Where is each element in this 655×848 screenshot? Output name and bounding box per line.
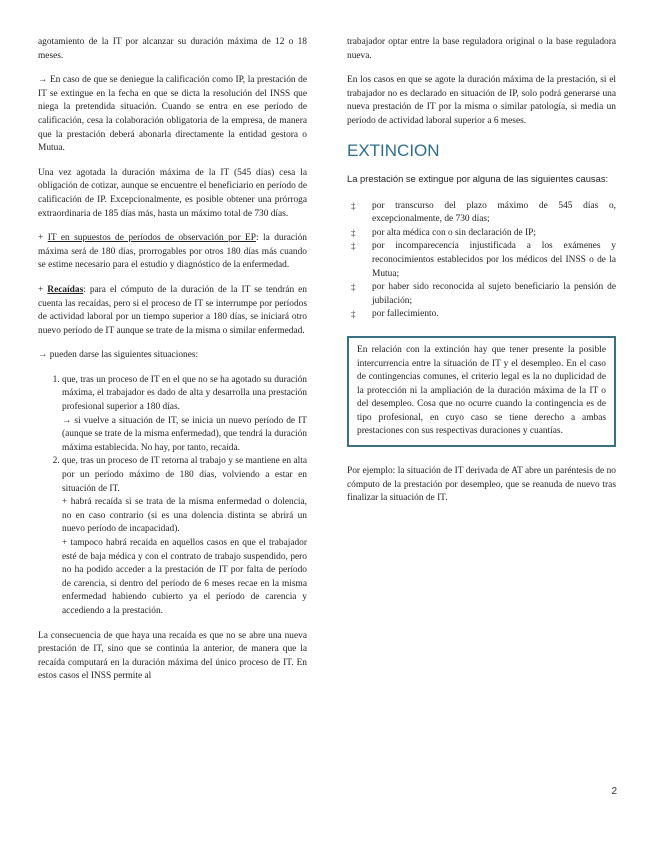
- paragraph-lead: La prestación se extingue por alguna de las siguientes causas:: [347, 172, 609, 184]
- list-item-text: por incomparecencia injustificada a los exámenes y reconocimientos establecidos por los médicos del INSS o de la Mutua;: [372, 241, 616, 279]
- paragraph-prorroga: Una vez agotada la duración máxima de la IT (545 días) cesa la obligación de cotizar, aunque se encuentre el beneficiario en período de calificación de IP. Excepcionalmente, es posible obtener una prórroga extraordinaria de 185 días más, hasta un máximo total de 730 días.: [38, 167, 307, 219]
- left-column: [38, 36, 307, 695]
- bullet-marker: ‡: [351, 282, 356, 293]
- list-item-text: + habrá recaída si se trata de la misma enfermedad o dolencia, no en caso contrario (si es una dolencia distinta se abrirá un nuevo período de incapacidad).: [62, 497, 307, 535]
- plus-marker: +: [38, 233, 48, 244]
- list-item-text: + tampoco habrá recaída en aquellos casos en que el trabajador esté de baja médica y con el contrato de trabajo suspendido, pero no ha podido acceder a la prestación de IT por falta de período de carencia, si dentro del período de 6 meses recae en la misma enfermedad habiendo cubierto ya el período de carencia y accediendo a la prestación.: [62, 538, 307, 616]
- right-column: [347, 36, 616, 517]
- list-item-text: → si vuelve a situación de IT, se inicia un nuevo período de IT (aunque se trate de la misma enfermedad), que tendrá la duración máxima establecida. No hay, por tanto, recaída.: [62, 415, 307, 453]
- observacion-text: : la duración máxima será de 180 días, prorrogables por otros 180 días más cuando se estime necesario para el estudio y diagnóstico de la enfermedad.: [38, 233, 307, 271]
- underlined-term-observacion: IT en supuestos de períodos de observación por EP: [47, 233, 256, 244]
- list-item-text: por transcurso del plazo máximo de 545 días o, excepcionalmente, de 730 días;: [372, 200, 616, 225]
- list-item: [347, 281, 616, 308]
- page-number: 2: [611, 786, 617, 797]
- list-item-text: por haber sido reconocida al sujeto beneficiario la pensión de jubilación;: [372, 282, 616, 306]
- list-item: [62, 374, 307, 456]
- list-item: [347, 308, 616, 322]
- paragraph-agote-duracion: En los casos en que se agote la duración máxima de la prestación, si el trabajador no es declarado en situación de IP, solo podrá generarse una nueva prestación de IT por la misma o similar patología, si media un período de actividad laboral superior a 6 meses.: [347, 75, 616, 126]
- paragraph-consecuencia: La consecuencia de que haya una recaída es que no se abre una nueva prestación de IT, sino que se continúa la anterior, de manera que la recaída computará en la duración máxima del único proceso de IT. En estos casos el INSS permite al: [38, 630, 307, 682]
- bullet-marker: ‡: [351, 227, 356, 238]
- list-item-text: 2. que, tras un proceso de IT retorna al trabajo y se mantiene en alta por un período máximo de 180 días, volviendo a estar en situación de IT.: [62, 456, 307, 494]
- paragraph-denegacion-ip: → En caso de que se deniegue la calificación como IP, la prestación de IT se extingue en la fecha en que se dicta la resolución del INSS que niega la pretendida situación. Cuando se entra en ese período de calificación, cesa la colaboración obligatoria de la empresa, de manera que la prestación deberá abonarla directamente la entidad gestora o Mutua.: [38, 75, 307, 154]
- causes-list: [347, 200, 616, 322]
- plus-marker: +: [38, 284, 48, 295]
- note-box: [347, 336, 616, 447]
- paragraph-recaidas: [38, 284, 307, 338]
- paragraph-ejemplo: Por ejemplo: la situación de IT derivada de AT abre un paréntesis de no cómputo de la prestación por desempleo, que se reanuda de nuevo tras finalizar la situación de IT.: [347, 466, 616, 504]
- section-heading-extincion: EXTINCION: [347, 140, 440, 160]
- list-item-text: por fallecimiento.: [372, 309, 439, 320]
- paragraph-situaciones: → pueden darse las siguientes situaciones:: [38, 350, 199, 361]
- list-item-text: 1. que, tras un proceso de IT en el que no se ha agotado su duración máxima, el trabajador es dado de alta y desarrolla una prestación profesional superior a 180 días.: [62, 374, 307, 413]
- bullet-marker: ‡: [351, 200, 356, 211]
- list-item: [347, 240, 616, 281]
- list-item: [347, 200, 616, 227]
- situations-list: [38, 374, 307, 619]
- list-item: [62, 455, 307, 618]
- recaidas-text: : para el cómputo de la duración de la IT se tendrán en cuenta las recaídas, pero si el proceso de IT se interrumpe por períodos de actividad laboral por un tiempo superior a 180 días, se iniciará otro nuevo período de IT aunque se trate de la misma o similar enfermedad.: [38, 284, 307, 336]
- paragraph-agotamiento: agotamiento de la IT por alcanzar su duración máxima de 12 o 18 meses.: [38, 37, 307, 61]
- list-item-text: por alta médica con o sin declaración de IP;: [372, 227, 536, 238]
- paragraph-base-reguladora: trabajador optar entre la base reguladora original o la base reguladora nueva.: [347, 37, 616, 61]
- bold-term-recaidas: Recaídas: [47, 284, 84, 295]
- paragraph-periodos-observacion: [38, 232, 307, 273]
- bullet-marker: ‡: [351, 309, 356, 320]
- bullet-marker: ‡: [351, 241, 356, 252]
- note-text: En relación con la extinción hay que tener presente la posible intercurrencia entre la situación de IT y el desempleo. En el caso de contingencias comunes, el criterio legal es la no duplicidad de la protección ni la ampliación de la duración máxima de la IT o del desempleo. Cosa que no ocurre cuando la contingencia es de tipo profesional, en cuyo caso se tiene derecho a ambas prestaciones con sus respectivas duraciones y cuantías.: [357, 344, 606, 437]
- list-item: [347, 227, 616, 241]
